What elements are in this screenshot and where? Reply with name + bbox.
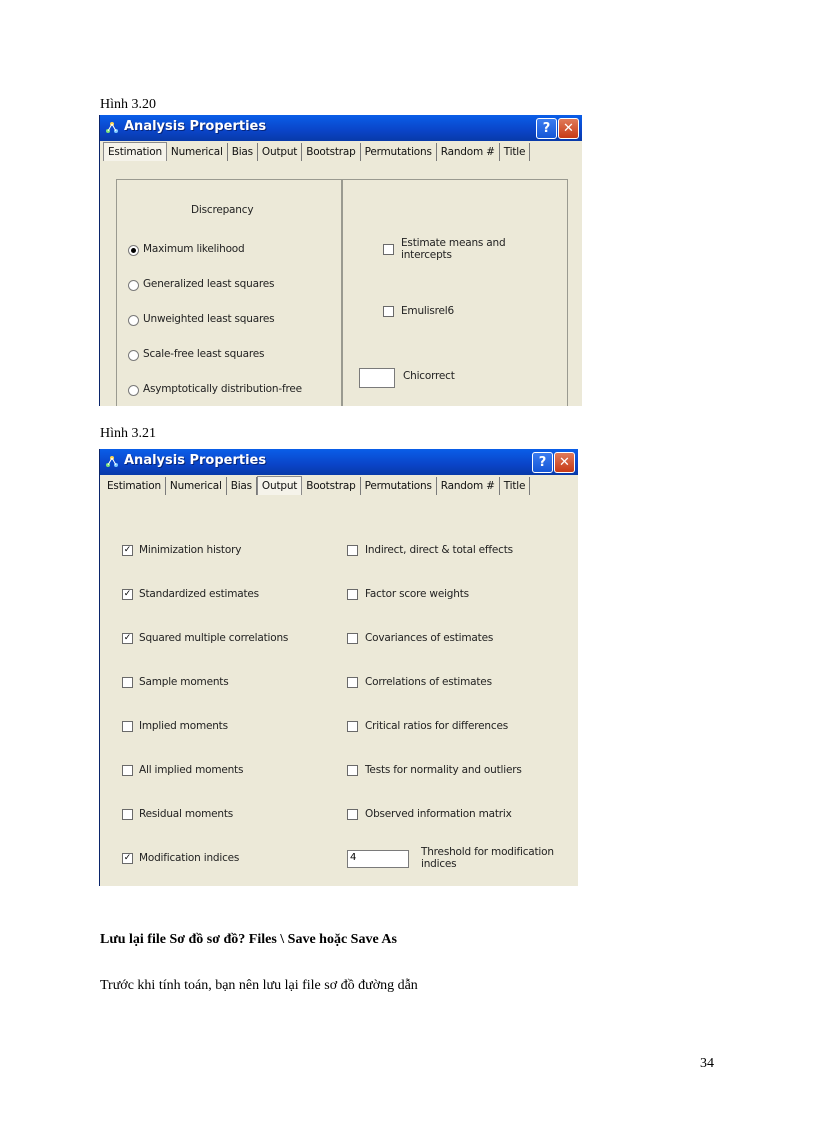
checkbox-factor-score-weights[interactable]: [347, 589, 358, 600]
close-button[interactable]: ✕: [554, 452, 575, 473]
emulisrel6-label: Emulisrel6: [401, 305, 454, 317]
checkbox-sample-moments[interactable]: [122, 677, 133, 688]
tab-title[interactable]: Title: [500, 143, 531, 161]
option-label: Maximum likelihood: [143, 243, 245, 255]
tab-title[interactable]: Title: [500, 477, 531, 495]
option-label: Tests for normality and outliers: [365, 764, 522, 776]
threshold-input[interactable]: 4: [347, 850, 409, 868]
radio-generalized-least-squares[interactable]: [128, 280, 139, 291]
window-title: Analysis Properties: [124, 119, 267, 134]
radio-unweighted-least-squares[interactable]: [128, 315, 139, 326]
radio-scale-free-least-squares[interactable]: [128, 350, 139, 361]
checkbox-estimate-means[interactable]: [383, 244, 394, 255]
amos-app-icon: [105, 121, 119, 135]
tab-bias[interactable]: Bias: [228, 143, 258, 161]
estimation-options-group: [342, 179, 568, 406]
option-label: Observed information matrix: [365, 808, 512, 820]
checkbox-tests-for-normality[interactable]: [347, 765, 358, 776]
option-label: Scale-free least squares: [143, 348, 265, 360]
option-label: Implied moments: [139, 720, 228, 732]
option-label: Residual moments: [139, 808, 234, 820]
window-title: Analysis Properties: [124, 453, 267, 468]
chicorrect-input[interactable]: [359, 368, 395, 388]
radio-asymptotically-distribution-free[interactable]: [128, 385, 139, 396]
tab-numerical[interactable]: Numerical: [167, 143, 228, 161]
section-heading: Lưu lại file Sơ đồ sơ đồ? Files \ Save hoặc Save As: [100, 932, 397, 947]
tab-random[interactable]: Random #: [437, 143, 500, 161]
tab-strip: [103, 476, 530, 498]
checkbox-all-implied-moments[interactable]: [122, 765, 133, 776]
option-label: All implied moments: [139, 764, 244, 776]
option-label: Factor score weights: [365, 588, 469, 600]
checkbox-squared-multiple-correlations[interactable]: ✓: [123, 633, 132, 643]
option-label: Modification indices: [139, 852, 240, 864]
figure-caption-3-20: Hình 3.20: [100, 97, 156, 112]
checkbox-residual-moments[interactable]: [122, 809, 133, 820]
radio-maximum-likelihood[interactable]: [128, 245, 139, 256]
option-label: Unweighted least squares: [143, 313, 275, 325]
title-bar[interactable]: [100, 115, 582, 141]
help-button[interactable]: ?: [532, 452, 553, 473]
tab-permutations[interactable]: Permutations: [361, 477, 437, 495]
close-button[interactable]: ✕: [558, 118, 579, 139]
estimate-means-label: Estimate means and: [401, 237, 506, 249]
option-label: Critical ratios for differences: [365, 720, 508, 732]
threshold-label: Threshold for modification: [421, 846, 554, 858]
option-label: Squared multiple correlations: [139, 632, 289, 644]
tab-bootstrap[interactable]: Bootstrap: [302, 143, 360, 161]
page-number: 34: [700, 1056, 714, 1071]
threshold-label-2: indices: [421, 858, 457, 870]
chicorrect-label: Chicorrect: [403, 370, 455, 382]
option-label: Indirect, direct & total effects: [365, 544, 513, 556]
checkbox-emulisrel6[interactable]: [383, 306, 394, 317]
option-label: Standardized estimates: [139, 588, 259, 600]
tab-permutations[interactable]: Permutations: [361, 143, 437, 161]
tab-strip: [103, 142, 530, 164]
option-label: Correlations of estimates: [365, 676, 492, 688]
figure-caption-3-21: Hình 3.21: [100, 426, 156, 441]
analysis-properties-window-estimation: [99, 115, 582, 406]
discrepancy-group: [116, 179, 342, 406]
checkbox-modification-indices[interactable]: ✓: [123, 853, 132, 863]
tab-random[interactable]: Random #: [437, 477, 500, 495]
tab-estimation[interactable]: Estimation: [103, 477, 166, 495]
checkbox-critical-ratios[interactable]: [347, 721, 358, 732]
analysis-properties-window-output: [99, 449, 578, 886]
discrepancy-label: Discrepancy: [191, 204, 254, 216]
checkbox-observed-information-matrix[interactable]: [347, 809, 358, 820]
tab-output[interactable]: Output: [257, 476, 302, 495]
tab-bias[interactable]: Bias: [227, 477, 257, 495]
estimate-means-label-2: intercepts: [401, 249, 452, 261]
tab-numerical[interactable]: Numerical: [166, 477, 227, 495]
title-bar[interactable]: [100, 449, 578, 475]
checkbox-implied-moments[interactable]: [122, 721, 133, 732]
option-label: Covariances of estimates: [365, 632, 494, 644]
tab-bootstrap[interactable]: Bootstrap: [302, 477, 360, 495]
tab-output[interactable]: Output: [258, 143, 302, 161]
tab-estimation[interactable]: Estimation: [103, 142, 167, 161]
help-button[interactable]: ?: [536, 118, 557, 139]
body-paragraph: Trước khi tính toán, bạn nên lưu lại file sơ đồ đường dẫn: [100, 978, 418, 993]
option-label: Minimization history: [139, 544, 242, 556]
amos-app-icon: [105, 455, 119, 469]
checkbox-covariances-of-estimates[interactable]: [347, 633, 358, 644]
option-label: Sample moments: [139, 676, 229, 688]
option-label: Generalized least squares: [143, 278, 275, 290]
checkbox-indirect-direct-total-effects[interactable]: [347, 545, 358, 556]
checkbox-correlations-of-estimates[interactable]: [347, 677, 358, 688]
checkbox-minimization-history[interactable]: ✓: [123, 545, 132, 555]
option-label: Asymptotically distribution-free: [143, 383, 302, 395]
checkbox-standardized-estimates[interactable]: ✓: [123, 589, 132, 599]
